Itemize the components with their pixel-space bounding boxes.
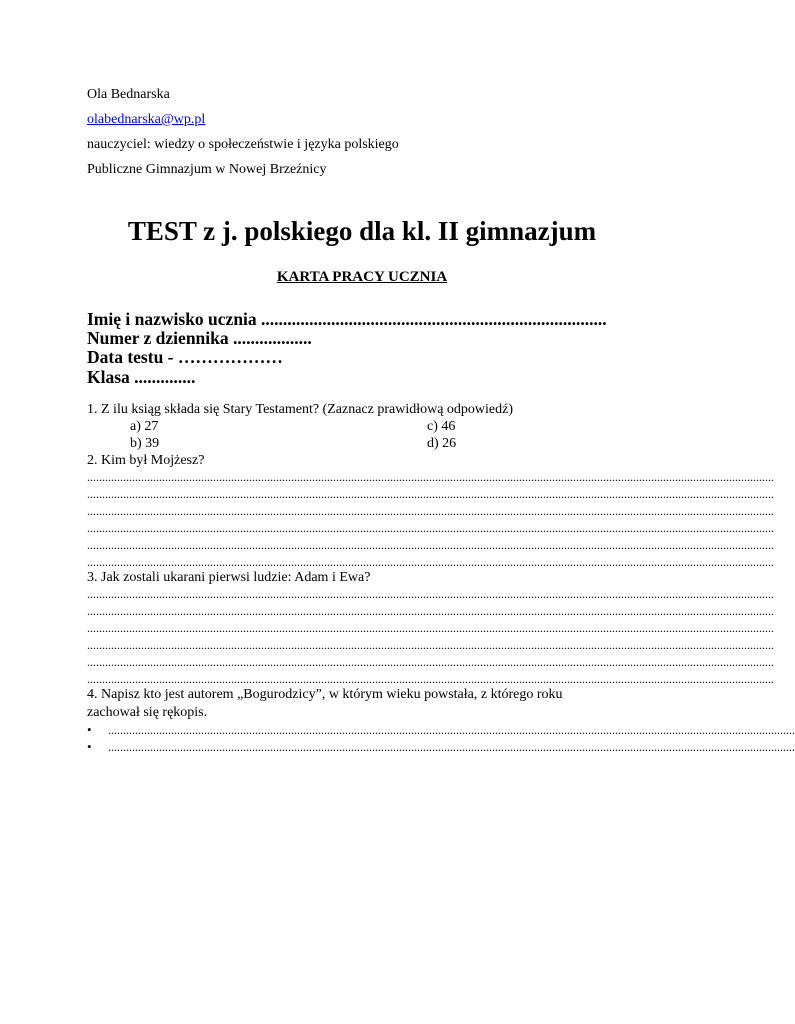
bullet-icon: •	[87, 722, 92, 737]
q1-option-b: b) 39	[130, 436, 160, 451]
q3-answer-line: .....................................................................................................................................................................................................................................	[87, 638, 774, 652]
question-3: 3. Jak zostali ukarani pierwsi ludzie: Adam i Ewa?	[87, 570, 371, 585]
author-name: Ola Bednarska	[87, 87, 170, 102]
q3-answer-line: .....................................................................................................................................................................................................................................	[87, 621, 774, 635]
q2-answer-line: .....................................................................................................................................................................................................................................	[87, 487, 774, 501]
q3-answer-line: .....................................................................................................................................................................................................................................	[87, 587, 774, 601]
author-role: nauczyciel: wiedzy o społeczeństwie i języka polskiego	[87, 137, 399, 152]
q2-answer-line: .....................................................................................................................................................................................................................................	[87, 470, 774, 484]
test-date-field: Data testu - ………………	[87, 347, 283, 367]
q3-answer-line: .....................................................................................................................................................................................................................................	[87, 655, 774, 669]
page-subtitle: KARTA PRACY UCZNIA	[276, 269, 448, 285]
diary-number-field: Numer z dziennika ..................	[87, 328, 312, 348]
question-4-continued: zachował się rękopis.	[87, 705, 208, 720]
q1-option-c: c) 46	[427, 419, 456, 434]
q2-answer-line: .....................................................................................................................................................................................................................................	[87, 555, 774, 569]
bullet-icon: •	[87, 739, 92, 754]
author-email-link[interactable]: olabednarska@wp.pl	[87, 112, 206, 127]
student-name-field: Imię i nazwisko ucznia ...............................................................................	[87, 309, 607, 329]
q1-option-d: d) 26	[427, 436, 457, 451]
page-title: TEST z j. polskiego dla kl. II gimnazjum	[127, 216, 597, 246]
q2-answer-line: .....................................................................................................................................................................................................................................	[87, 521, 774, 535]
question-1: 1. Z ilu ksiąg składa się Stary Testament? (Zaznacz prawidłową odpowiedź)	[87, 402, 514, 417]
question-4: 4. Napisz kto jest autorem „Bogurodzicy”, w którym wieku powstała, z którego roku	[87, 687, 563, 702]
q3-answer-line: .....................................................................................................................................................................................................................................	[87, 672, 774, 686]
q1-option-a: a) 27	[130, 419, 159, 434]
question-2: 2. Kim był Mojżesz?	[87, 453, 205, 468]
author-school: Publiczne Gimnazjum w Nowej Brzeźnicy	[87, 162, 327, 177]
q4-answer-line: .....................................................................................................................................................................................................................................	[108, 723, 795, 737]
q2-answer-line: .....................................................................................................................................................................................................................................	[87, 504, 774, 518]
q3-answer-line: .....................................................................................................................................................................................................................................	[87, 604, 774, 618]
q2-answer-line: .....................................................................................................................................................................................................................................	[87, 538, 774, 552]
class-field: Klasa ..............	[87, 367, 196, 387]
q4-answer-line: .....................................................................................................................................................................................................................................	[108, 740, 795, 754]
